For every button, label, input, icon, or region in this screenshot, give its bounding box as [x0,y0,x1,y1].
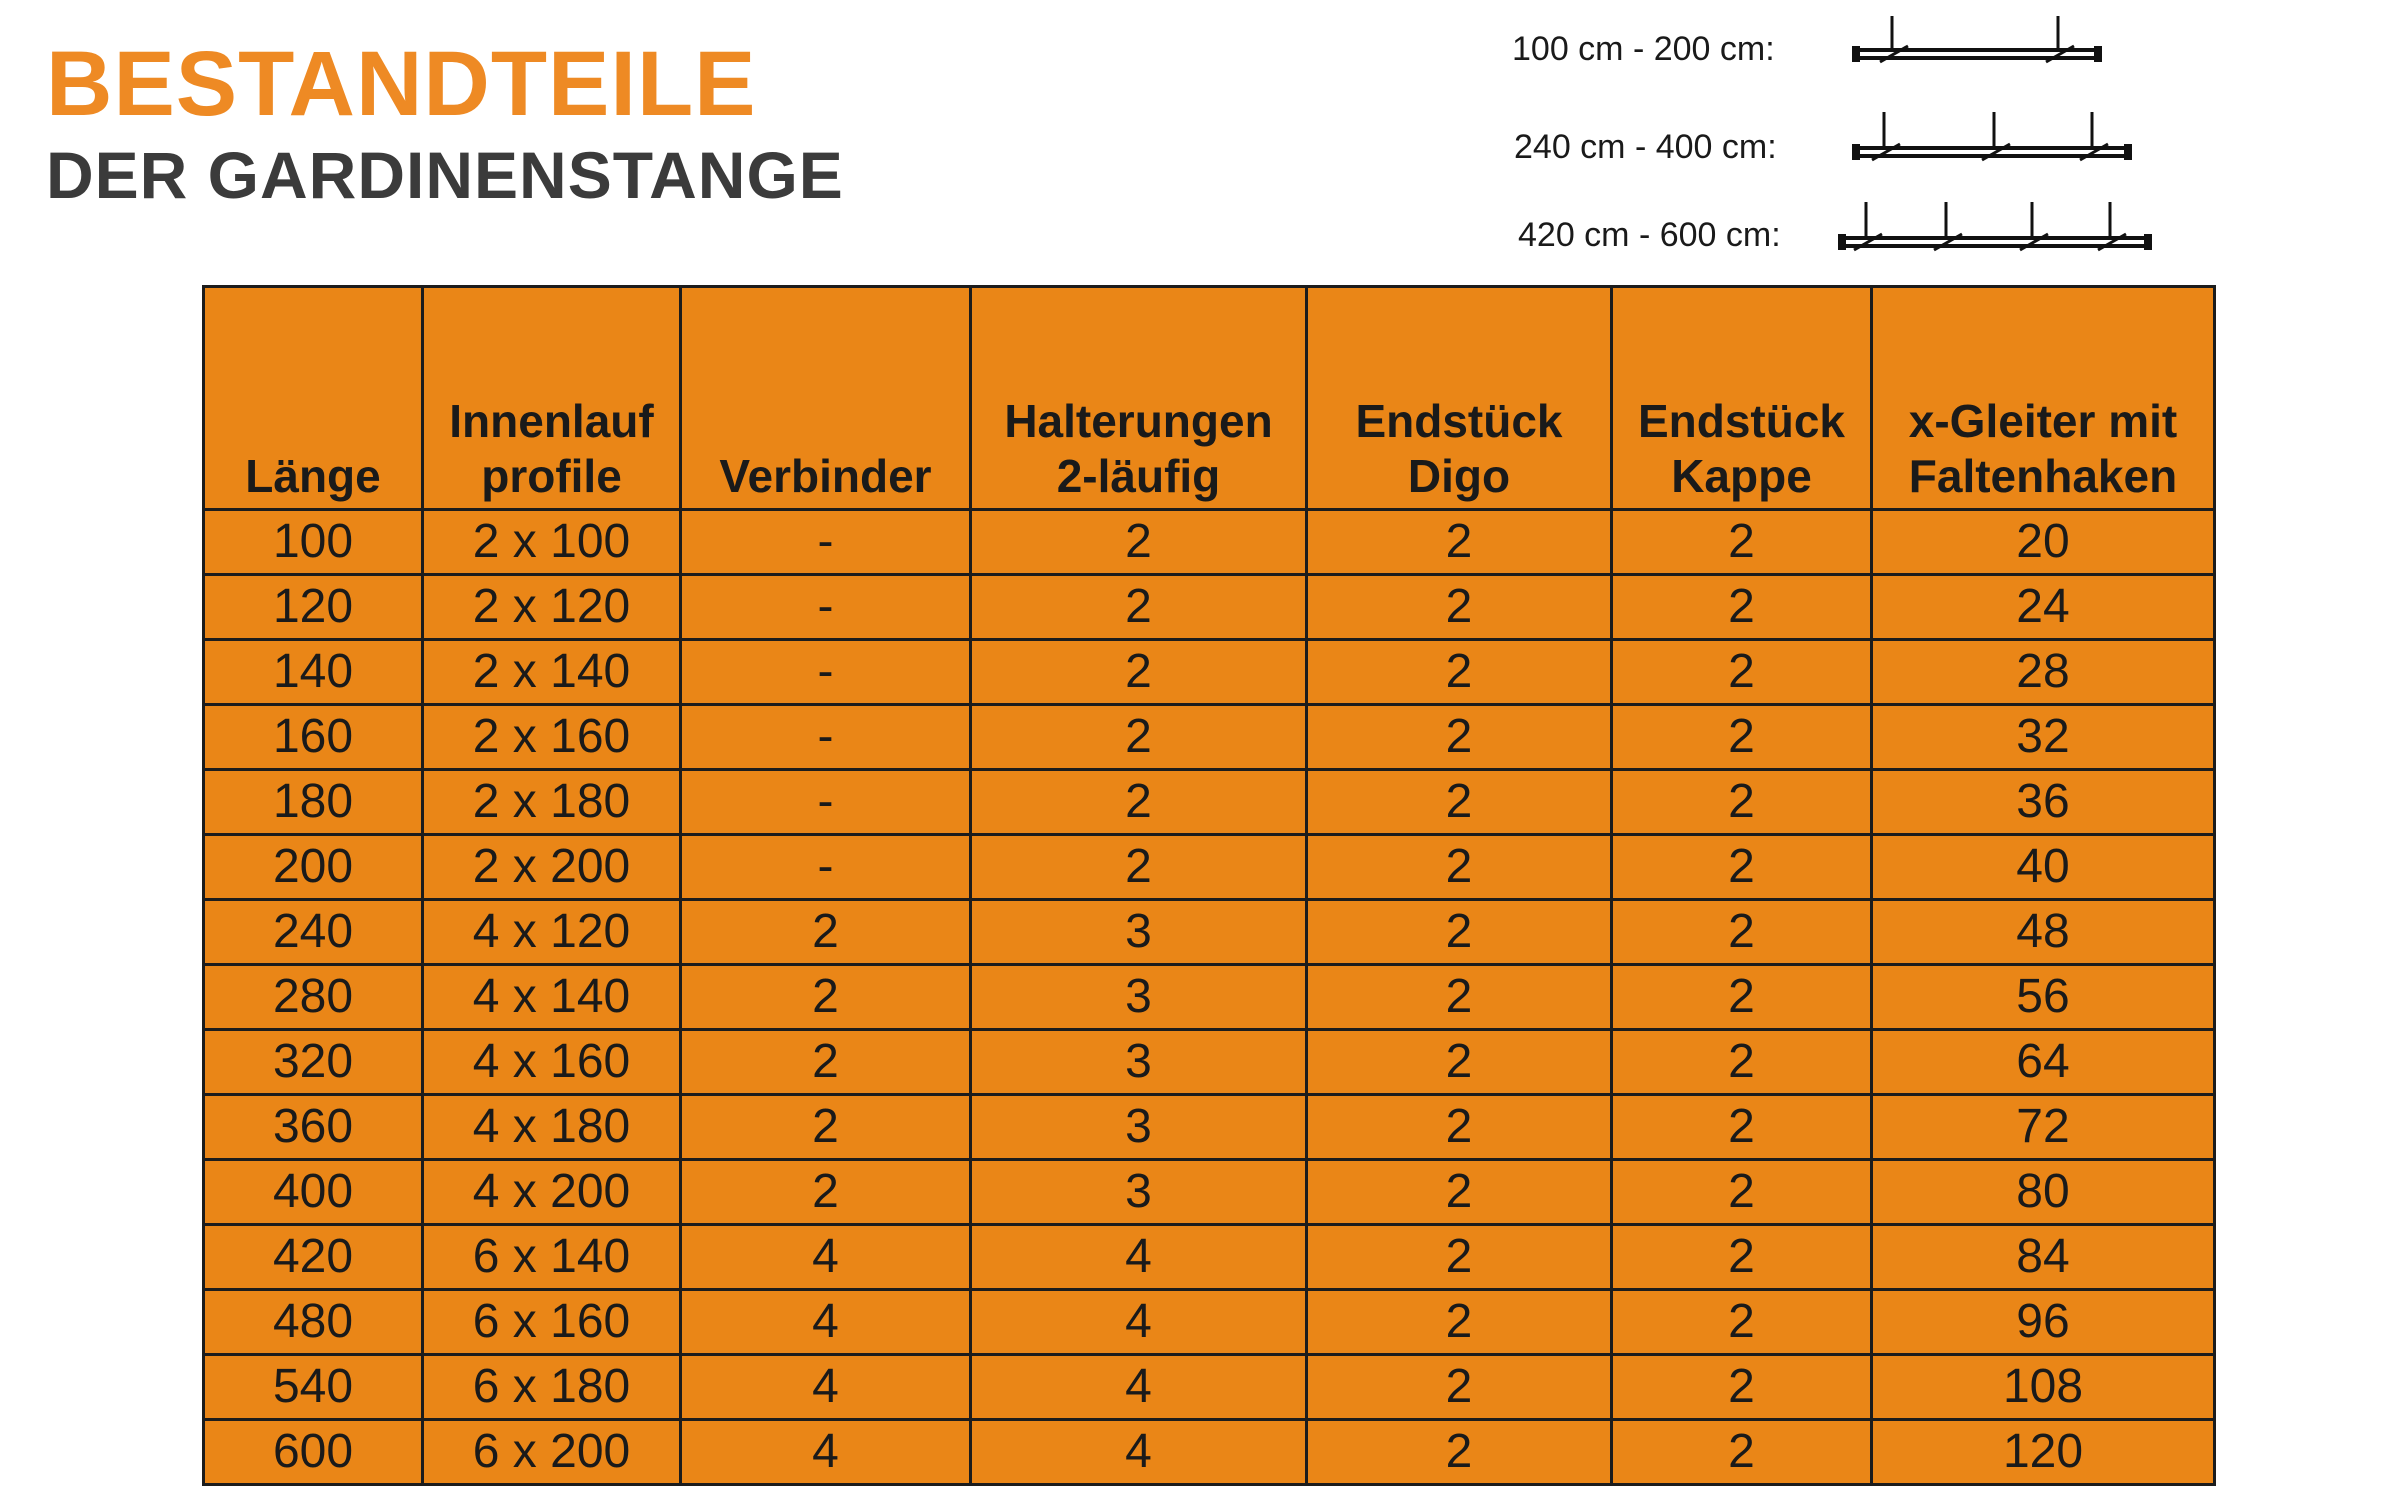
cell-x-gleiter: 120 [1872,1420,2215,1485]
table-body [204,510,2215,1485]
cell-endstueck-digo: 2 [1307,1095,1612,1160]
cell-laenge: 540 [204,1355,423,1420]
table-row [204,705,2215,770]
table-row [204,1160,2215,1225]
cell-endstueck-digo: 2 [1307,640,1612,705]
cell-verbinder: 2 [681,1030,971,1095]
cell-verbinder: 2 [681,1160,971,1225]
cell-endstueck-digo: 2 [1307,965,1612,1030]
cell-verbinder: - [681,575,971,640]
table-row [204,1095,2215,1160]
page-title: BESTANDTEILE [46,33,757,135]
cell-verbinder: - [681,640,971,705]
cell-endstueck-digo: 2 [1307,770,1612,835]
header-halterungen: Halterungen 2-läufig [971,287,1307,510]
cell-halterungen: 3 [971,1030,1307,1095]
cell-laenge: 200 [204,835,423,900]
cell-endstueck-digo: 2 [1307,1355,1612,1420]
cell-verbinder: 4 [681,1355,971,1420]
cell-x-gleiter: 56 [1872,965,2215,1030]
cell-endstueck-kappe: 2 [1612,1355,1872,1420]
cell-endstueck-kappe: 2 [1612,835,1872,900]
cell-innenlauf-profile: 6 x 160 [423,1290,681,1355]
cell-x-gleiter: 20 [1872,510,2215,575]
table-row [204,900,2215,965]
cell-laenge: 600 [204,1420,423,1485]
cell-laenge: 120 [204,575,423,640]
table-row [204,1355,2215,1420]
cell-endstueck-kappe: 2 [1612,705,1872,770]
cell-laenge: 480 [204,1290,423,1355]
cell-laenge: 420 [204,1225,423,1290]
cell-laenge: 400 [204,1160,423,1225]
cell-verbinder: 2 [681,900,971,965]
cell-x-gleiter: 64 [1872,1030,2215,1095]
cell-x-gleiter: 40 [1872,835,2215,900]
cell-endstueck-digo: 2 [1307,900,1612,965]
cell-endstueck-kappe: 2 [1612,575,1872,640]
cell-x-gleiter: 36 [1872,770,2215,835]
cell-laenge: 320 [204,1030,423,1095]
cell-innenlauf-profile: 4 x 160 [423,1030,681,1095]
cell-endstueck-kappe: 2 [1612,1160,1872,1225]
cell-endstueck-digo: 2 [1307,1225,1612,1290]
cell-x-gleiter: 24 [1872,575,2215,640]
cell-x-gleiter: 28 [1872,640,2215,705]
cell-endstueck-kappe: 2 [1612,1290,1872,1355]
cell-innenlauf-profile: 6 x 200 [423,1420,681,1485]
cell-laenge: 100 [204,510,423,575]
cell-halterungen: 3 [971,965,1307,1030]
table-row [204,835,2215,900]
legend-label-1: 100 cm - 200 cm: [1512,30,1775,68]
cell-laenge: 160 [204,705,423,770]
page-subtitle: DER GARDINENSTANGE [46,138,844,212]
cell-verbinder: - [681,835,971,900]
cell-laenge: 140 [204,640,423,705]
cell-halterungen: 2 [971,770,1307,835]
cell-x-gleiter: 108 [1872,1355,2215,1420]
cell-endstueck-digo: 2 [1307,1420,1612,1485]
cell-halterungen: 4 [971,1355,1307,1420]
cell-halterungen: 4 [971,1225,1307,1290]
components-table [202,285,2216,1486]
cell-innenlauf-profile: 4 x 140 [423,965,681,1030]
table-row [204,1225,2215,1290]
cell-innenlauf-profile: 6 x 180 [423,1355,681,1420]
header-endstueck-digo: Endstück Digo [1307,287,1612,510]
cell-endstueck-digo: 2 [1307,510,1612,575]
cell-endstueck-digo: 2 [1307,1030,1612,1095]
cell-halterungen: 3 [971,1095,1307,1160]
cell-innenlauf-profile: 2 x 200 [423,835,681,900]
cell-verbinder: 4 [681,1290,971,1355]
table-row [204,965,2215,1030]
table-row [204,1030,2215,1095]
cell-innenlauf-profile: 2 x 100 [423,510,681,575]
curtain-rod-icon [1850,108,2140,166]
cell-halterungen: 2 [971,640,1307,705]
cell-verbinder: 2 [681,1095,971,1160]
cell-verbinder: 2 [681,965,971,1030]
table-row [204,510,2215,575]
cell-halterungen: 3 [971,900,1307,965]
cell-endstueck-kappe: 2 [1612,900,1872,965]
cell-innenlauf-profile: 2 x 160 [423,705,681,770]
cell-endstueck-digo: 2 [1307,835,1612,900]
cell-verbinder: 4 [681,1225,971,1290]
table-row [204,1290,2215,1355]
cell-verbinder: - [681,705,971,770]
cell-endstueck-digo: 2 [1307,1160,1612,1225]
table-row [204,770,2215,835]
cell-endstueck-kappe: 2 [1612,510,1872,575]
legend-label-3: 420 cm - 600 cm: [1518,216,1781,254]
cell-halterungen: 2 [971,835,1307,900]
header-endstueck-kappe: Endstück Kappe [1612,287,1872,510]
cell-x-gleiter: 72 [1872,1095,2215,1160]
cell-laenge: 240 [204,900,423,965]
cell-halterungen: 2 [971,510,1307,575]
cell-endstueck-kappe: 2 [1612,965,1872,1030]
table-header-row [204,287,2215,510]
cell-innenlauf-profile: 4 x 120 [423,900,681,965]
cell-endstueck-kappe: 2 [1612,1030,1872,1095]
curtain-rod-icon [1850,12,2110,70]
cell-x-gleiter: 96 [1872,1290,2215,1355]
cell-laenge: 360 [204,1095,423,1160]
table-row [204,1420,2215,1485]
cell-innenlauf-profile: 4 x 200 [423,1160,681,1225]
cell-halterungen: 4 [971,1420,1307,1485]
table-row [204,575,2215,640]
cell-verbinder: 4 [681,1420,971,1485]
cell-endstueck-digo: 2 [1307,575,1612,640]
header-laenge: Länge [204,287,423,510]
curtain-rod-icon [1836,198,2156,258]
cell-innenlauf-profile: 2 x 140 [423,640,681,705]
cell-endstueck-digo: 2 [1307,1290,1612,1355]
cell-innenlauf-profile: 6 x 140 [423,1225,681,1290]
cell-innenlauf-profile: 4 x 180 [423,1095,681,1160]
cell-innenlauf-profile: 2 x 180 [423,770,681,835]
cell-endstueck-kappe: 2 [1612,1225,1872,1290]
cell-endstueck-kappe: 2 [1612,770,1872,835]
table-row [204,640,2215,705]
cell-halterungen: 4 [971,1290,1307,1355]
cell-x-gleiter: 32 [1872,705,2215,770]
cell-verbinder: - [681,770,971,835]
cell-x-gleiter: 48 [1872,900,2215,965]
header-verbinder: Verbinder [681,287,971,510]
cell-halterungen: 2 [971,575,1307,640]
cell-halterungen: 2 [971,705,1307,770]
cell-endstueck-kappe: 2 [1612,1095,1872,1160]
cell-endstueck-kappe: 2 [1612,640,1872,705]
header-innenlauf-profile: Innenlauf profile [423,287,681,510]
cell-x-gleiter: 84 [1872,1225,2215,1290]
cell-laenge: 180 [204,770,423,835]
legend-label-2: 240 cm - 400 cm: [1514,128,1777,166]
cell-laenge: 280 [204,965,423,1030]
cell-halterungen: 3 [971,1160,1307,1225]
cell-x-gleiter: 80 [1872,1160,2215,1225]
cell-verbinder: - [681,510,971,575]
cell-endstueck-digo: 2 [1307,705,1612,770]
header-x-gleiter: x-Gleiter mit Faltenhaken [1872,287,2215,510]
cell-endstueck-kappe: 2 [1612,1420,1872,1485]
cell-innenlauf-profile: 2 x 120 [423,575,681,640]
